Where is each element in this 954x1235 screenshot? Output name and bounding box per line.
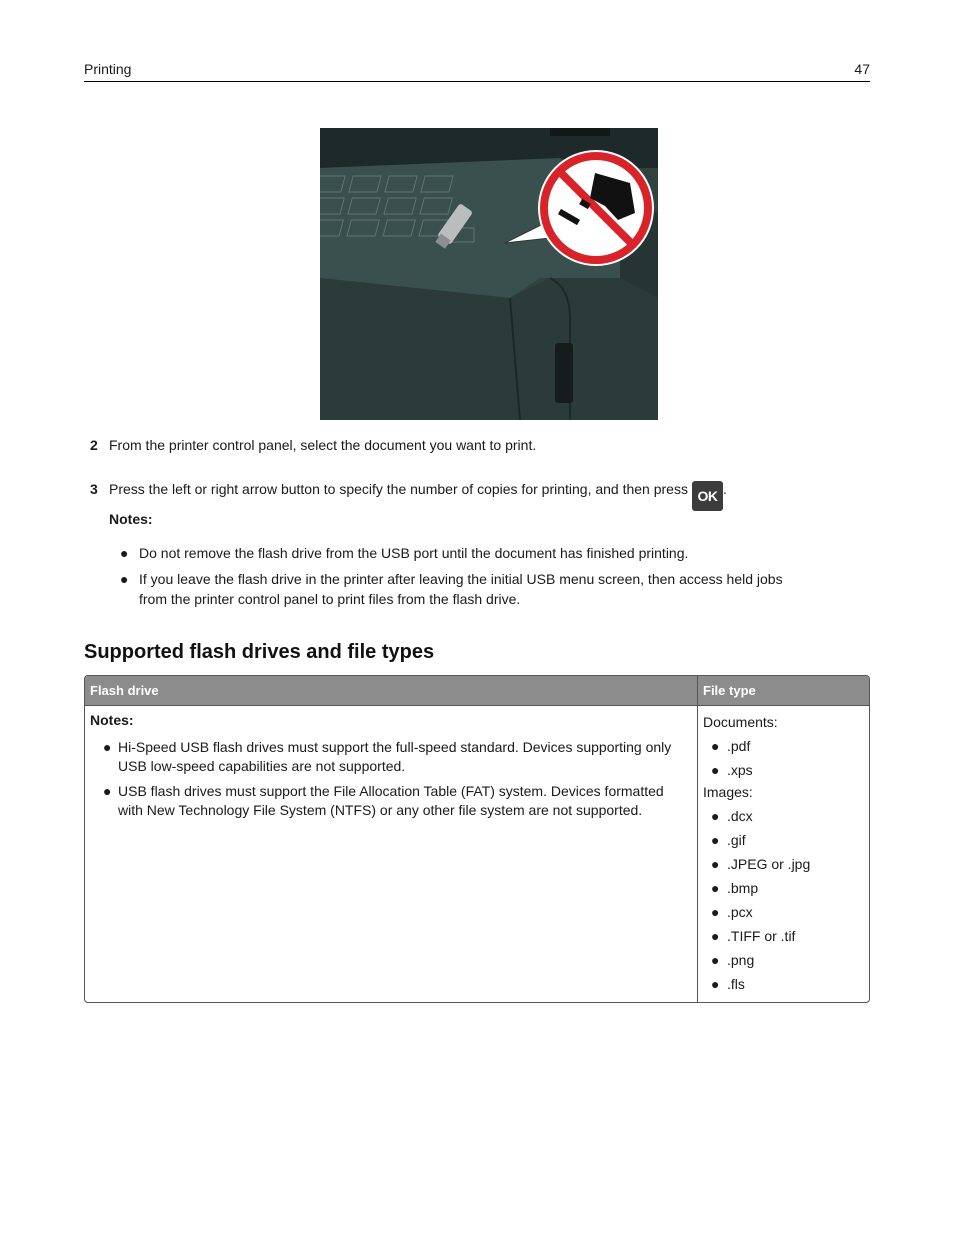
bullet-icon: ●: [711, 762, 720, 778]
bullet-icon: ●: [120, 545, 129, 561]
ok-button-icon: OK: [692, 481, 723, 511]
flash-notes-list: [90, 738, 690, 820]
list-item: [703, 878, 863, 898]
section-title: Supported flash drives and file types: [84, 641, 435, 663]
bullet-icon: ●: [711, 808, 720, 824]
notes-label: Notes:: [109, 511, 153, 527]
bullet-icon: ●: [711, 904, 720, 920]
step-text-wrap: [109, 481, 727, 511]
list-item-continuation: [120, 589, 860, 609]
step-text: From the printer control panel, select the document you want to print.: [109, 437, 537, 453]
file-type-text: .xps: [727, 762, 753, 778]
flash-drive-cell: [90, 712, 690, 826]
file-type-text: .JPEG or .jpg: [727, 856, 811, 872]
printer-usb-illustration: [320, 128, 658, 420]
step-number: 3: [90, 481, 98, 497]
bullet-icon: ●: [120, 571, 129, 587]
bullet-icon: ●: [711, 832, 720, 848]
list-item: [703, 950, 863, 970]
images-label: Images:: [703, 784, 753, 800]
note-text: from the printer control panel to print files from the flash drive.: [139, 591, 521, 607]
file-type-text: .bmp: [727, 880, 759, 896]
note-text: Hi-Speed USB flash drives must support the full-speed standard. Devices supporting only USB low-speed capabilities are not supported.: [118, 739, 672, 774]
table-header: [85, 676, 870, 706]
note-text: If you leave the flash drive in the printer after leaving the initial USB menu screen, then access held jobs: [139, 571, 783, 587]
column-divider: [697, 676, 698, 1003]
step-text: Press the left or right arrow button to specify the number of copies for printing, and then press: [109, 481, 688, 497]
header-section-title: Printing: [84, 61, 132, 77]
printer-illustration-svg: [320, 128, 658, 420]
column-header-flash-drive: Flash drive: [90, 683, 159, 698]
file-type-text: .pcx: [727, 904, 753, 920]
documents-list: [703, 736, 863, 780]
list-item: [90, 782, 690, 820]
step-number: 2: [90, 437, 98, 453]
list-item: [120, 569, 860, 589]
list-item: [703, 736, 863, 756]
images-list: [703, 806, 863, 994]
bullet-icon: ●: [103, 739, 112, 755]
note-text: Do not remove the flash drive from the USB port until the document has finished printing.: [139, 545, 689, 561]
file-type-text: .fls: [727, 976, 745, 992]
list-item: [120, 543, 860, 563]
file-types-table: [84, 675, 870, 1003]
file-type-text: .gif: [727, 832, 746, 848]
page-header: [84, 61, 870, 82]
list-item: [703, 974, 863, 994]
list-item: [90, 738, 690, 776]
file-type-text: .TIFF or .tif: [727, 928, 796, 944]
header-page-number: 47: [854, 61, 870, 77]
notes-label: Notes:: [90, 712, 134, 728]
list-item: [703, 926, 863, 946]
list-item: [703, 854, 863, 874]
column-header-file-type: File type: [703, 683, 756, 698]
bullet-icon: ●: [711, 976, 720, 992]
bullet-icon: ●: [711, 928, 720, 944]
list-item: [703, 806, 863, 826]
file-type-text: .png: [727, 952, 755, 968]
file-type-text: .pdf: [727, 738, 751, 754]
bullet-icon: ●: [103, 783, 112, 799]
documents-label: Documents:: [703, 714, 778, 730]
list-item: [703, 830, 863, 850]
bullet-icon: ●: [711, 738, 720, 754]
file-type-cell: [703, 712, 863, 996]
step-trailing: .: [722, 481, 727, 497]
list-item: [703, 902, 863, 922]
list-item: [703, 760, 863, 780]
file-type-text: .dcx: [727, 808, 753, 824]
bullet-icon: ●: [711, 856, 720, 872]
note-text: USB flash drives must support the File Allocation Table (FAT) system. Devices formatted with New Technology File System (NTFS) or any other file system are not supported.: [118, 783, 664, 818]
bullet-icon: ●: [711, 880, 720, 896]
bullet-icon: ●: [711, 952, 720, 968]
